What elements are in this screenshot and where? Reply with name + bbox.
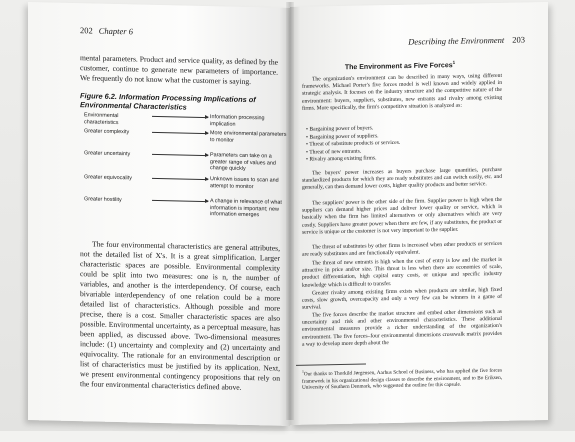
para-suppliers: The suppliers' power is the other side of the firm. Supplier power is high when the suppliers can demand higher prices and deliver lower quality or service, which is basically when the firm has limited alternatives or only alternatives which are very costly. Suppliers have greater power when there are few, if any substitutes, the product or service is unique or the customer is not very important to the supplier.: [302, 196, 502, 236]
running-head-title: Describing the Environment: [408, 34, 505, 47]
list-item: • Threat of new entrants.: [306, 148, 362, 156]
right-running-head: [408, 34, 525, 46]
footnote-text: Our thanks to Thorkild Jørgensen, Aarhus School of Business, who has applied the five forces framework in his organizational design classes to describe the environment, and to Bo Eriksen, University of Southern Denmark, who suggested the outline for this capsule.: [302, 367, 502, 392]
footnote-mark: 1: [452, 59, 456, 65]
figure-row-right: More environmental parameters to monitor: [210, 130, 287, 144]
para-substitutes: The threat of substitutes by other firms is increased when other products or services are ready substitutes and are functionally equivalent.: [302, 240, 502, 258]
footnote-number: 1: [302, 369, 304, 374]
para-buyers: The buyers' power increases as buyers purchase large quantities, purchase standardized products for which they are ready substitutes and can switch easily, etc. and generally, can then demand lower costs, higher quality products and better service.: [302, 166, 502, 192]
footnote: [302, 365, 502, 392]
figure-row-left: Greater uncertainty: [84, 150, 131, 158]
list-item-text: Bargaining power of buyers.: [309, 125, 374, 133]
list-item-text: Threat of substitute products or services.: [309, 140, 401, 148]
figure-row-left: Greater hostility: [84, 196, 122, 204]
figure-row-right: Parameters can take on a greater range of values and change quickly: [210, 152, 276, 173]
figure-row-left: Environmental characteristics: [84, 112, 119, 126]
figure-row-left: Greater complexity: [84, 128, 130, 136]
para-rivalry: Greater rivalry among existing firms exists when products are similar, high fixed costs, slow growth, overcapacity and only a very few can be winners in a game of survival.: [302, 286, 502, 312]
left-body-paragraph: The four environmental characteristics are general attributes, not the detailed list of X's. It is a great simplification. Larger characteristic spaces are possible. Environmental complexity could be split into two measures: one is n, the number of variables, and another is the interdependency. Of course, each bivariable interdependency of one relation could be a more detailed list of characteristics. Although possible and more precise, there is a cost. Smaller characteristic spaces are also possible. Environmental uncertainty, as a perceptual measure, has been applied, as discussed above. Two-dimensional measures include: (1) uncertainty and complexity and (2) uncertainty and equivocality. The rationale for an environmental description or list of characteristics must be justified by its application. Next, we present environmental contingency propositions that rely on the four environmental characteristics defined above.: [80, 239, 280, 392]
right-page-number: 203: [512, 34, 525, 45]
figure-row-right: A change in relevance of what information is important; new information emerges: [210, 198, 282, 219]
five-forces-list: [306, 125, 400, 165]
list-item: • Bargaining power of buyers.: [306, 125, 374, 133]
left-page-number: 202: [80, 25, 93, 36]
list-item: • Rivalry among existing firms.: [306, 155, 377, 164]
list-item-text: Threat of new entrants.: [309, 148, 362, 156]
section-title: [300, 59, 500, 72]
figure-row-right: Information processing implication: [210, 114, 265, 128]
list-item: • Bargaining power of suppliers.: [306, 132, 379, 141]
figure-title: Figure 6.2. Information Processing Implications of Environmental Characteristics: [80, 91, 256, 112]
para-new-entrants: The threat of new entrants is high when the cost of entry is low and the market is attractive in price and/or size. This threat is less when there are economies of scale, product differentiation, high capital entry costs, or unique and specific industry knowledge which is difficult to transfer.: [302, 256, 502, 289]
list-item-text: Rivalry among existing firms.: [309, 155, 377, 163]
list-item-text: Bargaining power of suppliers.: [309, 132, 379, 141]
footnote-rule: [296, 363, 366, 365]
figure-row-left: Greater equivocality: [84, 174, 132, 182]
section-title-text: The Environment as Five Forces: [344, 62, 453, 72]
para-five-forces-summary: The five forces describe the market structure and embed other dimensions such as uncertainty and risk and other environmental characteristics. These additional environmental measures provide a richer understanding of the organization's environment. The five forces–four environmental dimensions crosswalk matrix provides a way to develop more depth about the: [302, 308, 502, 348]
list-item: • Threat of substitute products or services.: [306, 140, 401, 148]
chapter-label: Chapter 6: [98, 25, 133, 37]
figure-row-right: Unknown issues to scan and attempt to monitor: [210, 176, 279, 190]
para-intro: The organization's environment can be described in many ways, using different frameworks. Michael Porter's five forces model is well known and widely applied in strategic analysis. It focuses on the industry structure and the competitive nature of the environment: buyers, suppliers, substitutes, new entrants and rivalry among existing firms. More specifically, the firm's competitive situation is analyzed as:: [302, 72, 502, 112]
left-intro-paragraph: mental parameters. Product and service quality, as defined by the customer, continue to generate new parameters of importance. We frequently do not know what the customer is saying.: [80, 53, 278, 87]
